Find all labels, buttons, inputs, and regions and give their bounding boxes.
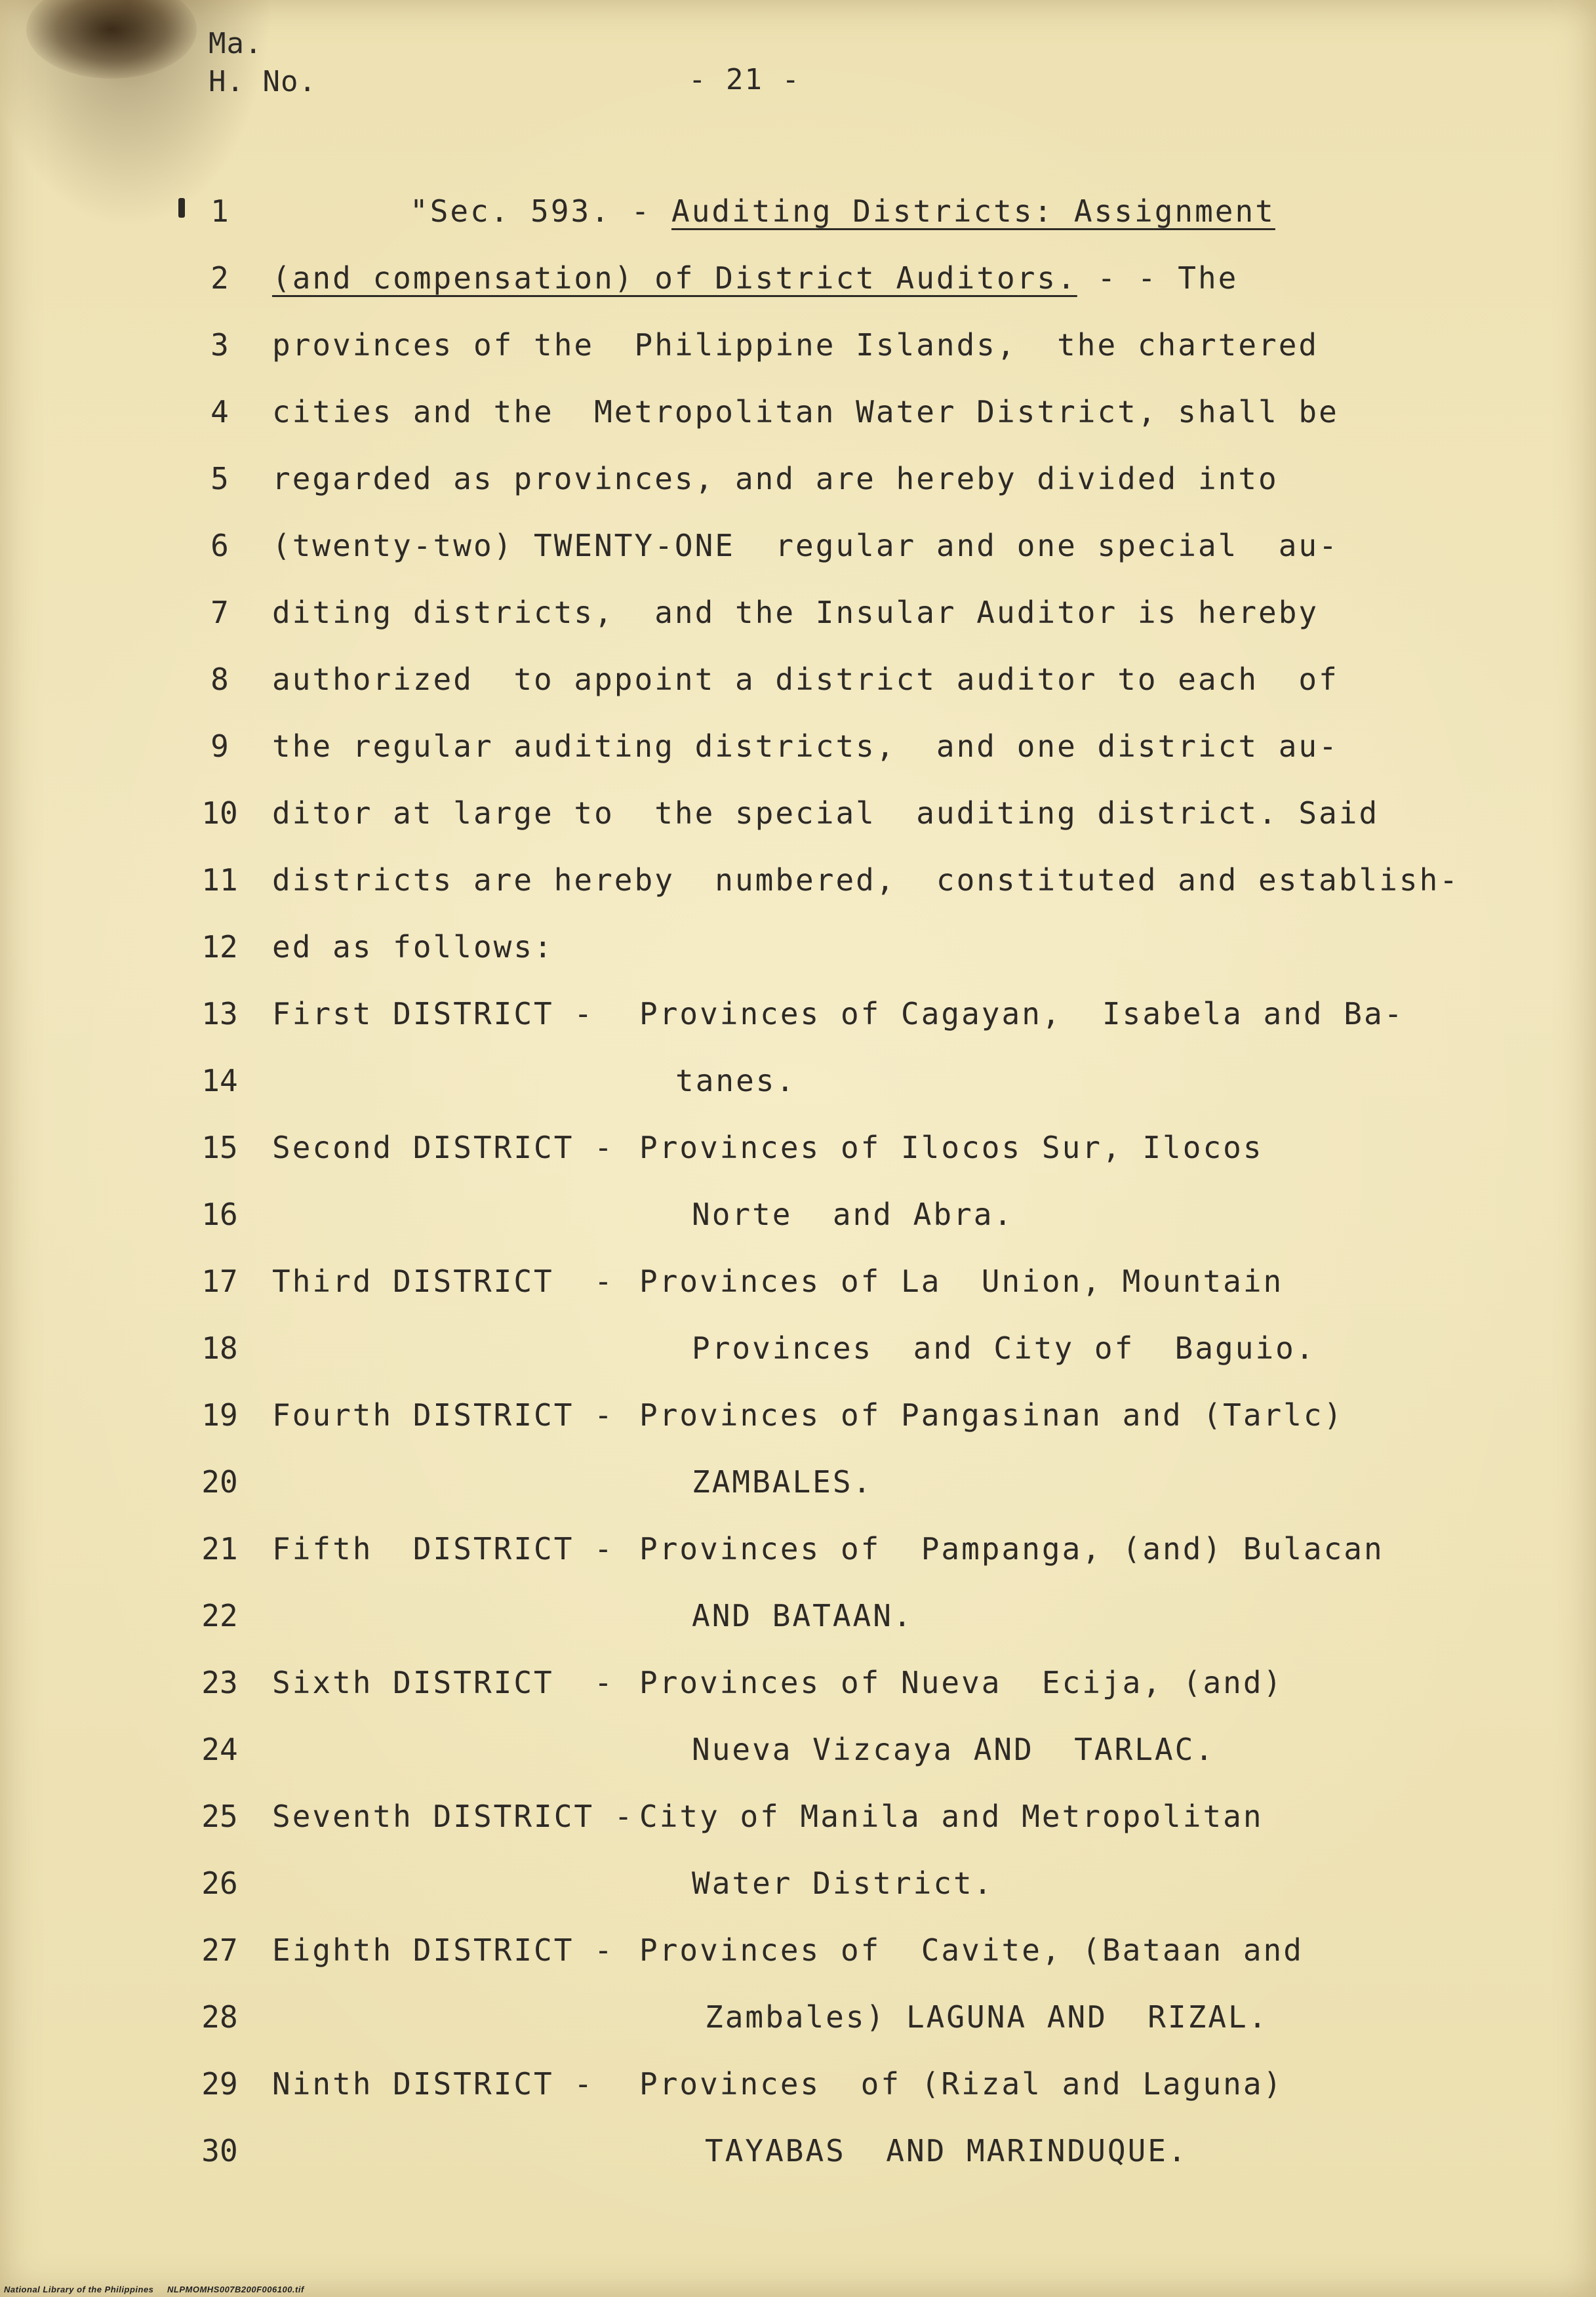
line-number: 6 xyxy=(210,528,229,563)
text-line xyxy=(0,1328,1596,1395)
text-line xyxy=(0,793,1596,860)
district-provinces: Provinces of Pangasinan and (Tarlc) xyxy=(639,1397,1344,1433)
text-line xyxy=(0,1596,1596,1663)
district-provinces: Provinces of Ilocos Sur, Ilocos xyxy=(639,1130,1264,1165)
district-label: Ninth DISTRICT - xyxy=(272,2066,595,2102)
line-text: diting districts, and the Insular Auditor is hereby xyxy=(272,595,1319,630)
line-number: 20 xyxy=(201,1464,238,1500)
archive-footer xyxy=(4,2285,304,2294)
line-number: 11 xyxy=(201,862,238,898)
line-number: 26 xyxy=(201,1866,238,1901)
line-number: 9 xyxy=(210,729,229,764)
text-line xyxy=(0,1997,1596,2064)
district-provinces: Provinces of Cavite, (Bataan and xyxy=(639,1932,1304,1968)
text-line xyxy=(0,727,1596,793)
burn-stain xyxy=(26,0,197,79)
district-line xyxy=(0,2064,1596,2131)
line-number: 5 xyxy=(210,461,229,496)
district-label: Eighth DISTRICT - xyxy=(272,1932,614,1968)
line-number: 24 xyxy=(201,1732,238,1767)
line-number: 25 xyxy=(201,1799,238,1834)
district-continuation: ZAMBALES. xyxy=(692,1464,873,1500)
text-line xyxy=(0,526,1596,593)
line-text: ed as follows: xyxy=(272,929,554,965)
district-continuation: tanes. xyxy=(675,1063,797,1098)
district-label: Second DISTRICT - xyxy=(272,1130,614,1165)
text-line xyxy=(0,927,1596,994)
district-continuation: Norte and Abra. xyxy=(692,1197,1014,1232)
district-line xyxy=(0,1529,1596,1596)
district-entry xyxy=(272,2064,1283,2104)
line-number: 12 xyxy=(201,929,238,965)
district-line xyxy=(0,1395,1596,1462)
district-continuation: Zambales) LAGUNA AND RIZAL. xyxy=(705,1999,1269,2035)
line-number: 2 xyxy=(210,260,229,296)
line-number: 8 xyxy=(210,662,229,697)
district-label: First DISTRICT - xyxy=(272,996,595,1031)
line-number: 30 xyxy=(201,2133,238,2168)
district-entry xyxy=(272,1797,1264,1836)
line-text: the regular auditing districts, and one district au- xyxy=(272,729,1339,764)
district-line xyxy=(0,1663,1596,1730)
section-intro: "Sec. 593. - xyxy=(410,193,672,229)
line-text: ditor at large to the special auditing district. Said xyxy=(272,795,1380,831)
text-line xyxy=(0,2131,1596,2198)
district-line xyxy=(0,1128,1596,1195)
section-title-trailer: - - The xyxy=(1077,260,1239,296)
section-heading xyxy=(410,191,1275,231)
district-label: Third DISTRICT - xyxy=(272,1264,614,1299)
district-entry xyxy=(272,1930,1304,1970)
district-entry xyxy=(272,1262,1283,1301)
district-continuation: Nueva Vizcaya AND TARLAC. xyxy=(692,1732,1216,1767)
line-number: 14 xyxy=(201,1063,238,1098)
section-heading-cont xyxy=(272,258,1238,298)
text-line xyxy=(0,258,1596,325)
line-number: 18 xyxy=(201,1330,238,1366)
line-text: cities and the Metropolitan Water District, shall be xyxy=(272,394,1339,429)
district-provinces: Provinces of (Rizal and Laguna) xyxy=(639,2066,1284,2102)
district-continuation: Water District. xyxy=(692,1866,994,1901)
district-continuation: Provinces and City of Baguio. xyxy=(692,1330,1316,1366)
line-number: 1 xyxy=(210,193,229,229)
line-number: 22 xyxy=(201,1598,238,1633)
district-line xyxy=(0,1930,1596,1997)
line-text: regarded as provinces, and are hereby divided into xyxy=(272,461,1279,496)
line-number: 21 xyxy=(201,1531,238,1567)
header-bill-label: H. No. xyxy=(209,65,317,98)
district-provinces: Provinces of Pampanga, (and) Bulacan xyxy=(639,1531,1384,1567)
text-line xyxy=(0,325,1596,392)
district-continuation: AND BATAAN. xyxy=(692,1598,913,1633)
line-number: 28 xyxy=(201,1999,238,2035)
line-number: 27 xyxy=(201,1932,238,1968)
district-entry xyxy=(272,1395,1344,1435)
footer-credit: National Library of the Philippines xyxy=(4,2285,154,2294)
line-number: 16 xyxy=(201,1197,238,1232)
district-continuation: TAYABAS AND MARINDUQUE. xyxy=(705,2133,1188,2168)
text-line xyxy=(0,593,1596,660)
district-line xyxy=(0,994,1596,1061)
district-line xyxy=(0,1797,1596,1864)
text-line xyxy=(0,860,1596,927)
text-line xyxy=(0,660,1596,727)
district-provinces: Provinces of Cagayan, Isabela and Ba- xyxy=(639,996,1405,1031)
district-label: Sixth DISTRICT - xyxy=(272,1665,614,1700)
section-title-part2: (and compensation) of District Auditors. xyxy=(272,260,1077,296)
district-entry xyxy=(272,1529,1384,1568)
district-provinces: Provinces of Nueva Ecija, (and) xyxy=(639,1665,1284,1700)
text-line xyxy=(0,1061,1596,1128)
district-label: Fifth DISTRICT - xyxy=(272,1531,614,1567)
text-line xyxy=(0,1462,1596,1529)
text-line xyxy=(0,392,1596,459)
line-number: 17 xyxy=(201,1264,238,1299)
district-line xyxy=(0,1262,1596,1328)
line-text: (twenty-two) TWENTY-ONE regular and one special au- xyxy=(272,528,1339,563)
line-number: 7 xyxy=(210,595,229,630)
text-line xyxy=(0,1864,1596,1930)
line-text: authorized to appoint a district auditor to each of xyxy=(272,662,1339,697)
text-line xyxy=(0,459,1596,526)
district-label: Seventh DISTRICT - xyxy=(272,1799,635,1834)
line-number: 13 xyxy=(201,996,238,1031)
line-number: 19 xyxy=(201,1397,238,1433)
district-entry xyxy=(272,1128,1264,1167)
line-number: 4 xyxy=(210,394,229,429)
text-line xyxy=(0,1730,1596,1797)
line-number: 29 xyxy=(201,2066,238,2102)
line-number: 23 xyxy=(201,1665,238,1700)
district-entry xyxy=(272,994,1404,1033)
document-header xyxy=(209,25,317,101)
text-line xyxy=(0,1195,1596,1262)
section-title-part1: Auditing Districts: Assignment xyxy=(671,193,1275,229)
line-number: 15 xyxy=(201,1130,238,1165)
district-provinces: City of Manila and Metropolitan xyxy=(639,1799,1264,1834)
numbered-text-body xyxy=(0,191,1596,2198)
line-number: 3 xyxy=(210,327,229,363)
footer-file-id: NLPMOMHS007B200F006100.tif xyxy=(167,2285,304,2294)
page-number: - 21 - xyxy=(688,63,801,96)
line-text: districts are hereby numbered, constituted and establish- xyxy=(272,862,1460,898)
district-entry xyxy=(272,1663,1283,1702)
district-label: Fourth DISTRICT - xyxy=(272,1397,614,1433)
line-number: 10 xyxy=(201,795,238,831)
line-text: provinces of the Philippine Islands, the chartered xyxy=(272,327,1319,363)
district-provinces: Provinces of La Union, Mountain xyxy=(639,1264,1284,1299)
header-initials: Ma. xyxy=(209,27,263,60)
text-line xyxy=(0,191,1596,258)
